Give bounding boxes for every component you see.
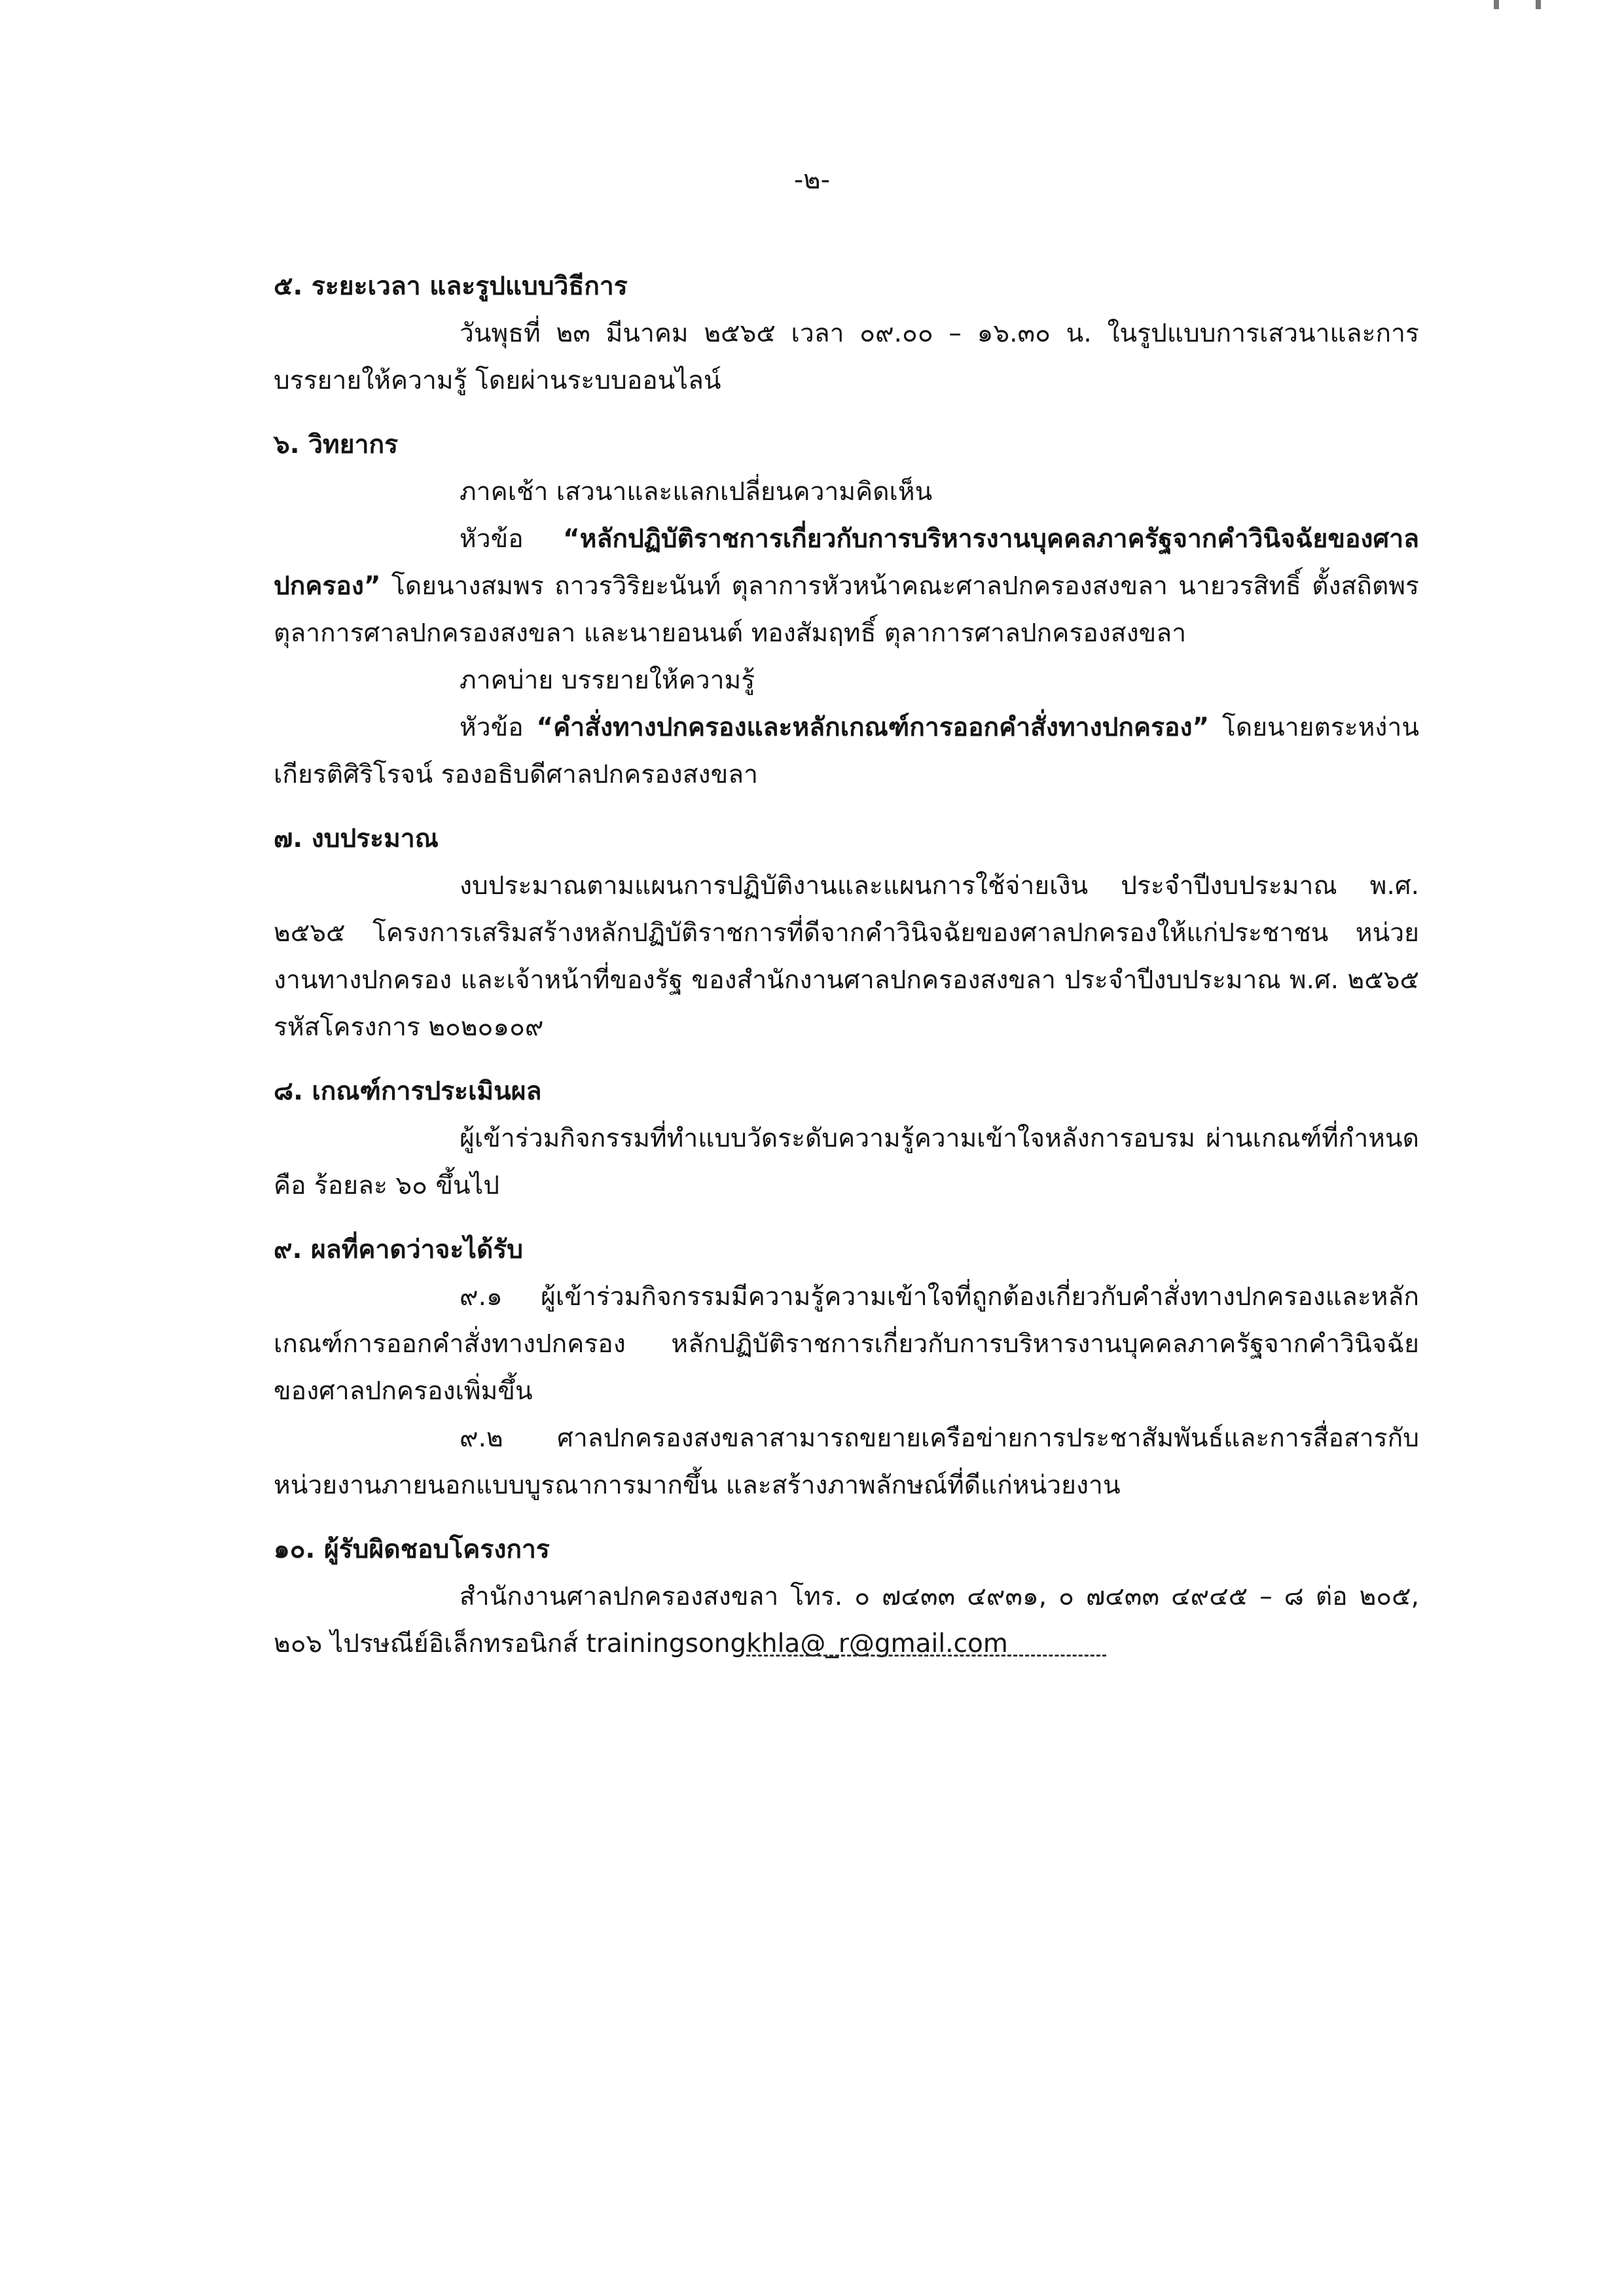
- section-8-evaluation: [274, 1068, 1419, 1210]
- section-9-expected-results: [274, 1227, 1419, 1509]
- end-divider: [746, 1655, 1106, 1657]
- section-heading: ๙. ผลที่คาดว่าจะได้รับ: [274, 1235, 523, 1265]
- afternoon-topic-paragraph: [274, 704, 1419, 798]
- topic-prefix: หัวข้อ: [460, 713, 537, 742]
- section-paragraph: วันพุธที่ ๒๓ มีนาคม ๒๕๖๕ เวลา ๐๙.๐๐ – ๑๖.๓๐ น. ในรูปแบบการเสวนาและการบรรยายให้ความรู้ โดยผ่านระบบออนไลน์: [274, 319, 1419, 395]
- section-heading: ๖. วิทยากร: [274, 430, 399, 459]
- scan-mark: [1536, 0, 1541, 9]
- scan-mark: [1494, 0, 1499, 9]
- section-heading: ๕. ระยะเวลา และรูปแบบวิธีการ: [274, 272, 628, 301]
- expected-result-item: ๙.๒ ศาลปกครองสงขลาสามารถขยายเครือข่ายการประชาสัมพันธ์และการสื่อสารกับหน่วยงานภายนอกแบบบูรณาการมากขึ้น และสร้างภาพลักษณ์ที่ดีแก่หน่วยงาน: [274, 1424, 1419, 1500]
- section-7-budget: [274, 816, 1419, 1051]
- morning-session-label: ภาคเช้า เสวนาและแลกเปลี่ยนความคิดเห็น: [460, 477, 933, 507]
- afternoon-topic-title: “คำสั่งทางปกครองและหลักเกณฑ์การออกคำสั่งทางปกครอง”: [536, 713, 1210, 742]
- section-paragraph: ผู้เข้าร่วมกิจกรรมที่ทำแบบวัดระดับความรู้ความเข้าใจหลังการอบรม ผ่านเกณฑ์ที่กำหนดคือ ร้อยละ ๖๐ ขึ้นไป: [274, 1124, 1419, 1200]
- expected-result-item: ๙.๑ ผู้เข้าร่วมกิจกรรมมีความรู้ความเข้าใจที่ถูกต้องเกี่ยวกับคำสั่งทางปกครองและหลักเกณฑ์การออกคำสั่งทางปกครอง หลักปฏิบัติราชการเกี่ยวกับการบริหารงานบุคคลภาครัฐจากคำวินิจฉัยของศาลปกครองเพิ่มขึ้น: [274, 1282, 1419, 1406]
- section-10-responsible: [274, 1526, 1419, 1668]
- morning-topic-title: “หลักปฏิบัติราชการเกี่ยวกับการบริหารงานบุคคลภาครัฐจากคำวินิจฉัยของศาลปกครอง”: [274, 524, 1419, 601]
- section-5-duration: [274, 263, 1419, 404]
- section-paragraph: งบประมาณตามแผนการปฏิบัติงานและแผนการใช้จ่ายเงิน ประจำปีงบประมาณ พ.ศ. ๒๕๖๕ โครงการเสริมสร้างหลักปฏิบัติราชการที่ดีจากคำวินิจฉัยของศาลปกครองให้แก่ประชาชน หน่วยงานทางปกครอง และเจ้าหน้าที่ของรัฐ ของสำนักงานศาลปกครองสงขลา ประจำปีงบประมาณ พ.ศ. ๒๕๖๕ รหัสโครงการ ๒๐๒๐๑๐๙: [274, 871, 1419, 1042]
- morning-topic-paragraph: [274, 516, 1419, 657]
- document-body: [274, 263, 1419, 1668]
- section-paragraph: สำนักงานศาลปกครองสงขลา โทร. ๐ ๗๔๓๓ ๔๙๓๑, ๐ ๗๔๓๓ ๔๙๔๕ – ๘ ต่อ ๒๐๕, ๒๐๖ ไปรษณีย์อิเล็กทรอนิกส์ trainingsongkhla@_r@gmail.com: [274, 1582, 1419, 1659]
- section-heading: ๗. งบประมาณ: [274, 824, 439, 853]
- section-heading: ๑๐. ผู้รับผิดชอบโครงการ: [274, 1535, 550, 1564]
- afternoon-session-label: ภาคบ่าย บรรยายให้ความรู้: [460, 666, 755, 695]
- afternoon-speaker: โดยนายตระหง่าน เกียรติศิริโรจน์ รองอธิบดีศาลปกครองสงขลา: [274, 713, 1420, 789]
- section-heading: ๘. เกณฑ์การประเมินผล: [274, 1077, 542, 1106]
- section-6-speakers: [274, 422, 1419, 798]
- topic-prefix: หัวข้อ: [460, 524, 564, 554]
- page-number: -๒-: [793, 165, 831, 195]
- morning-speakers: โดยนางสมพร ถาวรวิริยะนันท์ ตุลาการหัวหน้าคณะศาลปกครองสงขลา นายวรสิทธิ์ ตั้งสถิตพร ตุลาการศาลปกครองสงขลา และนายอนนต์ ทองสัมฤทธิ์ ตุลาการศาลปกครองสงขลา: [274, 571, 1419, 648]
